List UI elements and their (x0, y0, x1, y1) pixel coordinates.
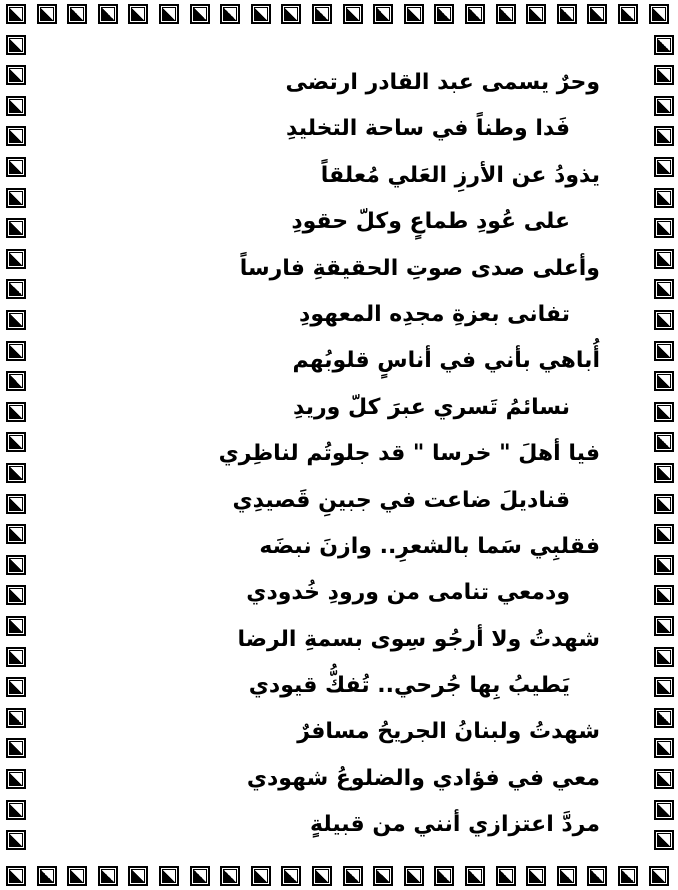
border-tile-icon (373, 4, 393, 24)
border-tile-icon (281, 866, 301, 886)
border-tile-icon (220, 4, 240, 24)
border-tile-icon (6, 647, 26, 667)
poem-line: أُباهي بأني في أناسٍ قلوبُهم (292, 348, 600, 374)
border-tile-icon (6, 738, 26, 758)
border-tile-icon (587, 866, 607, 886)
border-tile-icon (654, 555, 674, 575)
poem-line: على عُودِ طماعٍ وكلّ حقودِ (291, 209, 570, 235)
border-tile-icon (434, 4, 454, 24)
border-bottom (0, 860, 678, 890)
border-tile-icon (6, 249, 26, 269)
border-tile-icon (6, 830, 26, 850)
border-tile-icon (98, 866, 118, 886)
border-tile-icon (6, 310, 26, 330)
border-tile-icon (67, 4, 87, 24)
border-tile-icon (654, 310, 674, 330)
border-tile-icon (654, 800, 674, 820)
border-tile-icon (190, 4, 210, 24)
poem-line: شهدتُ ولبنانُ الجريحُ مسافرٌ (297, 719, 600, 745)
poem-line: يَطيبُ بِها جُرحي.. تُفكُّ قيودي (248, 673, 570, 699)
border-tile-icon (251, 866, 271, 886)
border-tile-icon (6, 96, 26, 116)
border-tile-icon (654, 218, 674, 238)
poem-line: معي في فؤادي والضلوعُ شهودي (246, 765, 600, 791)
border-tile-icon (6, 157, 26, 177)
border-tile-icon (343, 4, 363, 24)
border-tile-icon (6, 585, 26, 605)
border-tile-icon (220, 866, 240, 886)
border-tile-icon (6, 126, 26, 146)
border-tile-icon (654, 341, 674, 361)
border-tile-icon (618, 866, 638, 886)
border-tile-icon (654, 402, 674, 422)
border-tile-icon (654, 35, 674, 55)
border-tile-icon (654, 708, 674, 728)
border-tile-icon (654, 249, 674, 269)
poem-line: شهدتُ ولا أرجُو سِوى بسمةِ الرضا (237, 626, 600, 652)
border-tile-icon (6, 35, 26, 55)
border-tile-icon (6, 371, 26, 391)
border-tile-icon (654, 524, 674, 544)
border-tile-icon (654, 65, 674, 85)
border-tile-icon (654, 769, 674, 789)
border-tile-icon (654, 371, 674, 391)
border-tile-icon (6, 555, 26, 575)
border-tile-icon (159, 4, 179, 24)
poem-line: نسائمُ تَسري عبرَ كلّ وريدِ (293, 394, 570, 420)
border-tile-icon (654, 432, 674, 452)
border-tile-icon (654, 738, 674, 758)
border-tile-icon (654, 616, 674, 636)
border-tile-icon (6, 524, 26, 544)
border-tile-icon (654, 647, 674, 667)
border-right (648, 0, 678, 890)
border-tile-icon (6, 432, 26, 452)
border-tile-icon (404, 4, 424, 24)
poem-line: وأعلى صدى صوتِ الحقيقةِ فارساً (239, 255, 600, 281)
border-tile-icon (281, 4, 301, 24)
border-tile-icon (6, 463, 26, 483)
border-tile-icon (654, 494, 674, 514)
border-tile-icon (37, 4, 57, 24)
border-tile-icon (496, 866, 516, 886)
border-left (0, 0, 30, 890)
poem-line: فقلبِي سَما بالشعرِ.. وازنَ نبضَه (259, 533, 600, 559)
border-tile-icon (6, 708, 26, 728)
border-tile-icon (251, 4, 271, 24)
border-tile-icon (312, 4, 332, 24)
border-tile-icon (128, 866, 148, 886)
border-tile-icon (557, 866, 577, 886)
border-tile-icon (434, 866, 454, 886)
border-tile-icon (312, 866, 332, 886)
border-tile-icon (6, 218, 26, 238)
border-tile-icon (373, 866, 393, 886)
border-tile-icon (587, 4, 607, 24)
border-tile-icon (404, 866, 424, 886)
border-tile-icon (159, 866, 179, 886)
border-tile-icon (618, 4, 638, 24)
poem-line: يذودُ عن الأرزِ العَلي مُعلقاً (320, 162, 600, 188)
border-tile-icon (6, 65, 26, 85)
border-tile-icon (557, 4, 577, 24)
border-tile-icon (343, 866, 363, 886)
poem-line: فيا أهلَ " خرسا " قد جلوتُم لناظِري (218, 441, 600, 467)
poem-line: مردَّ اعتزازي أنني من قبيلةٍ (310, 812, 600, 838)
border-tile-icon (654, 677, 674, 697)
border-tile-icon (6, 769, 26, 789)
poem-line: فَدا وطناً في ساحة التخليدِ (286, 116, 570, 142)
border-tile-icon (654, 157, 674, 177)
border-tile-icon (67, 866, 87, 886)
border-tile-icon (6, 341, 26, 361)
poem-line: وحرٌ يسمى عبد القادر ارتضى (285, 70, 600, 95)
border-tile-icon (465, 866, 485, 886)
border-tile-icon (654, 279, 674, 299)
border-top (0, 0, 678, 30)
border-tile-icon (654, 188, 674, 208)
border-tile-icon (6, 402, 26, 422)
border-tile-icon (526, 866, 546, 886)
border-tile-icon (654, 830, 674, 850)
border-tile-icon (6, 616, 26, 636)
poem-line: ودمعي تنامى من ورودِ خُدودي (246, 580, 570, 606)
border-tile-icon (190, 866, 210, 886)
border-tile-icon (6, 188, 26, 208)
border-tile-icon (6, 677, 26, 697)
border-tile-icon (6, 494, 26, 514)
poem-line: تفانى بعزةِ مجدِه المعهودِ (299, 301, 570, 327)
border-tile-icon (654, 585, 674, 605)
border-tile-icon (128, 4, 148, 24)
border-tile-icon (654, 463, 674, 483)
border-tile-icon (6, 800, 26, 820)
border-tile-icon (6, 279, 26, 299)
border-tile-icon (98, 4, 118, 24)
border-tile-icon (496, 4, 516, 24)
border-tile-icon (37, 866, 57, 886)
border-tile-icon (465, 4, 485, 24)
poem-body (218, 60, 600, 849)
poem-line: قناديلَ ضاعت في جبينِ قَصيدِي (232, 487, 570, 513)
border-tile-icon (654, 126, 674, 146)
border-tile-icon (526, 4, 546, 24)
border-tile-icon (654, 96, 674, 116)
